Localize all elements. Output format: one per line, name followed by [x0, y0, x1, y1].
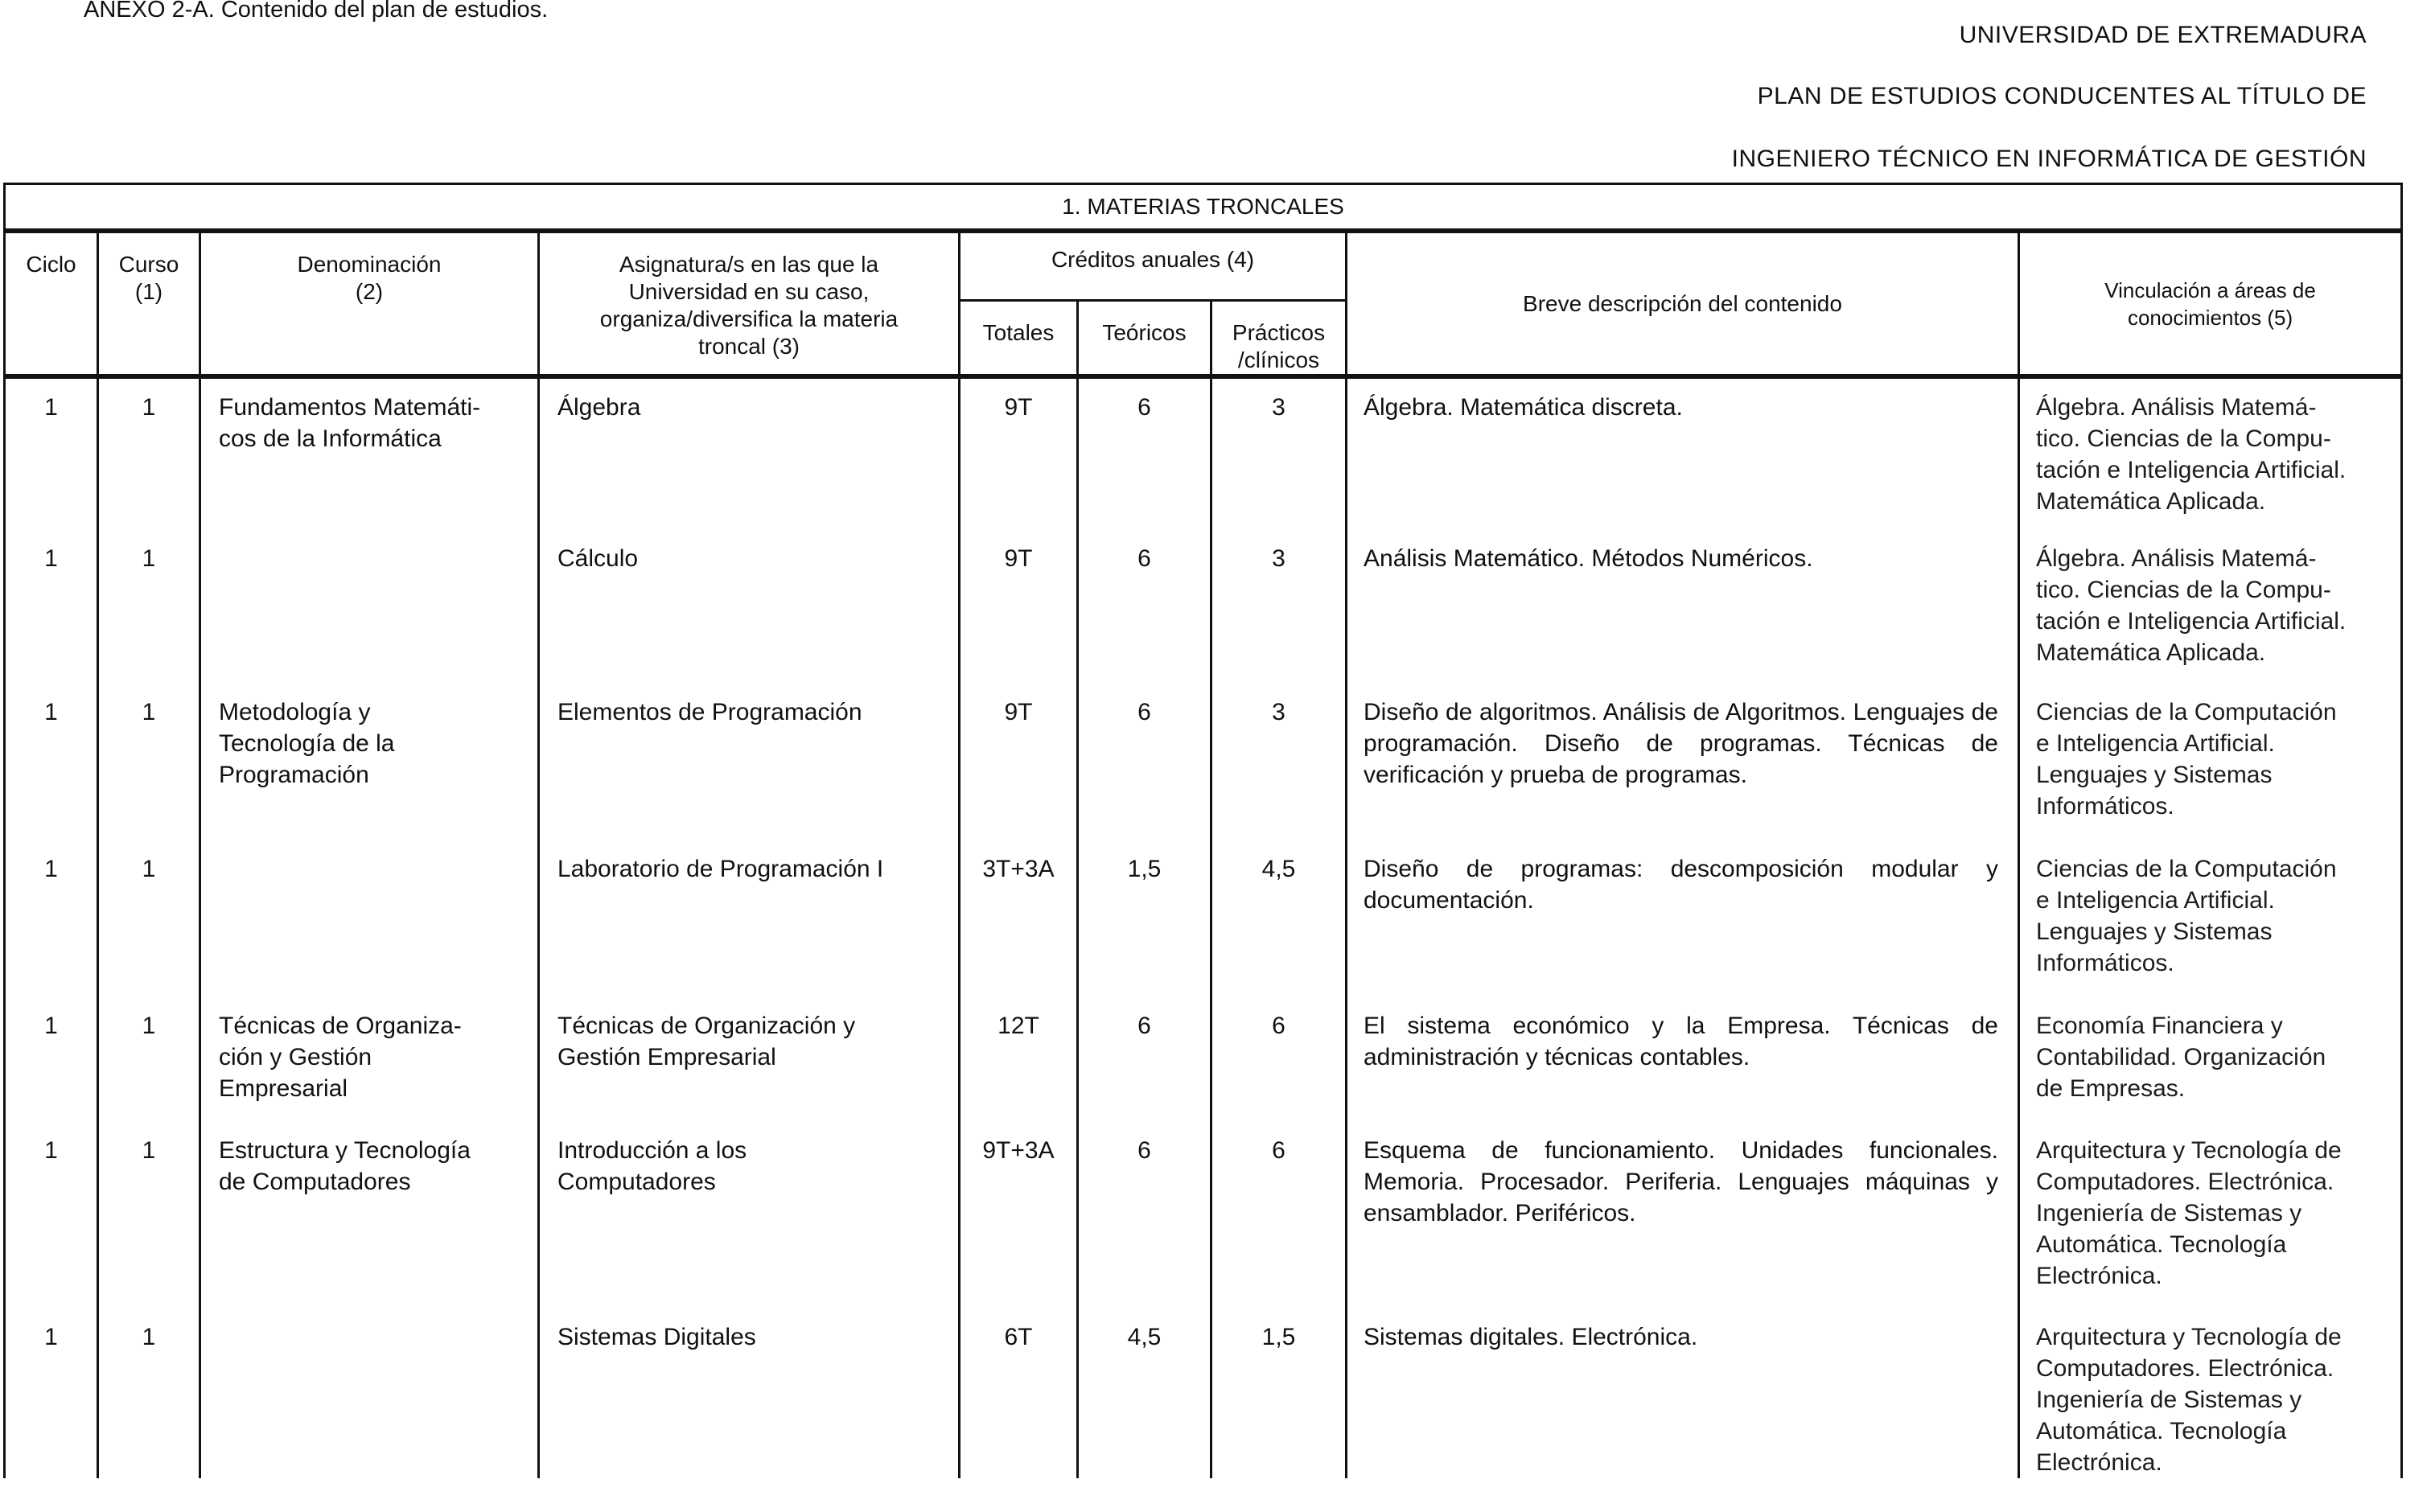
cell-totales: 9T+3A — [960, 1122, 1078, 1309]
cell-totales: 9T — [960, 376, 1078, 530]
column-header-practicos: Prácticos /clínicos — [1211, 301, 1347, 377]
cell-denominacion: Fundamentos Matemáti- cos de la Informática — [200, 376, 539, 530]
cell-curso: 1 — [98, 840, 200, 997]
cell-totales: 3T+3A — [960, 840, 1078, 997]
cell-asignatura: Laboratorio de Programación I — [539, 840, 960, 997]
university-name: UNIVERSIDAD DE EXTREMADURA — [1959, 22, 2367, 48]
cell-asignatura: Elementos de Programación — [539, 684, 960, 840]
cell-asignatura: Sistemas Digitales — [539, 1309, 960, 1478]
cell-vinculacion: Ciencias de la Computación e Inteligencia Artificial. Lenguajes y Sistemas Informáticos. — [2019, 840, 2402, 997]
cell-denominacion: Técnicas de Organiza- ción y Gestión Empresarial — [200, 997, 539, 1122]
cell-ciclo: 1 — [5, 530, 98, 684]
cell-totales: 12T — [960, 997, 1078, 1122]
cell-descripcion: Análisis Matemático. Métodos Numéricos. — [1347, 530, 2019, 684]
cell-vinculacion: Álgebra. Análisis Matemá- tico. Ciencias de la Compu- tación e Inteligencia Artificial. Matemática Aplicada. — [2019, 530, 2402, 684]
degree-title-line: INGENIERO TÉCNICO EN INFORMÁTICA DE GESTIÓN — [1731, 146, 2367, 172]
cell-practicos: 6 — [1211, 1122, 1347, 1309]
table-row — [5, 997, 2402, 1122]
cell-vinculacion: Arquitectura y Tecnología de Computadores. Electrónica. Ingeniería de Sistemas y Automática. Tecnología Electrónica. — [2019, 1309, 2402, 1478]
cell-practicos: 1,5 — [1211, 1309, 1347, 1478]
cell-asignatura: Cálculo — [539, 530, 960, 684]
cell-curso: 1 — [98, 530, 200, 684]
cell-curso: 1 — [98, 997, 200, 1122]
cell-teoricos: 1,5 — [1078, 840, 1211, 997]
cell-ciclo: 1 — [5, 1122, 98, 1309]
cell-ciclo: 1 — [5, 840, 98, 997]
cell-curso: 1 — [98, 684, 200, 840]
cell-teoricos: 6 — [1078, 1122, 1211, 1309]
cell-curso: 1 — [98, 376, 200, 530]
cell-totales: 9T — [960, 684, 1078, 840]
cell-totales: 9T — [960, 530, 1078, 684]
section-title: 1. MATERIAS TRONCALES — [5, 184, 2402, 232]
cell-practicos: 3 — [1211, 376, 1347, 530]
cell-ciclo: 1 — [5, 684, 98, 840]
annex-label: ANEXO 2-A. Contenido del plan de estudios. — [84, 0, 549, 23]
cell-practicos: 3 — [1211, 684, 1347, 840]
cell-ciclo: 1 — [5, 376, 98, 530]
column-header-descripcion: Breve descripción del contenido — [1347, 231, 2019, 376]
cell-ciclo: 1 — [5, 997, 98, 1122]
cell-descripcion: Diseño de programas: descomposición modular y documentación. — [1347, 840, 2019, 997]
cell-denominacion — [200, 530, 539, 684]
cell-asignatura: Introducción a los Computadores — [539, 1122, 960, 1309]
cell-curso: 1 — [98, 1309, 200, 1478]
cell-descripcion: Álgebra. Matemática discreta. — [1347, 376, 2019, 530]
cell-teoricos: 4,5 — [1078, 1309, 1211, 1478]
cell-descripcion: El sistema económico y la Empresa. Técnicas de administración y técnicas contables. — [1347, 997, 2019, 1122]
cell-asignatura: Álgebra — [539, 376, 960, 530]
cell-teoricos: 6 — [1078, 376, 1211, 530]
table-row — [5, 1309, 2402, 1478]
column-header-curso: Curso (1) — [98, 231, 200, 376]
column-header-totales: Totales — [960, 301, 1078, 377]
cell-descripcion: Diseño de algoritmos. Análisis de Algoritmos. Lenguajes de programación. Diseño de programas. Técnicas de verificación y prueba de programas. — [1347, 684, 2019, 840]
cell-descripcion: Esquema de funcionamiento. Unidades funcionales. Memoria. Procesador. Periferia. Lenguajes máquinas y ensamblador. Periféricos. — [1347, 1122, 2019, 1309]
table-row — [5, 530, 2402, 684]
cell-vinculacion: Arquitectura y Tecnología de Computadores. Electrónica. Ingeniería de Sistemas y Automática. Tecnología Electrónica. — [2019, 1122, 2402, 1309]
cell-vinculacion: Ciencias de la Computación e Inteligencia Artificial. Lenguajes y Sistemas Informáticos. — [2019, 684, 2402, 840]
cell-denominacion — [200, 1309, 539, 1478]
cell-totales: 6T — [960, 1309, 1078, 1478]
cell-asignatura: Técnicas de Organización y Gestión Empresarial — [539, 997, 960, 1122]
cell-denominacion — [200, 840, 539, 997]
cell-ciclo: 1 — [5, 1309, 98, 1478]
plan-title-line: PLAN DE ESTUDIOS CONDUCENTES AL TÍTULO DE — [1757, 83, 2367, 109]
cell-descripcion: Sistemas digitales. Electrónica. — [1347, 1309, 2019, 1478]
table-row — [5, 840, 2402, 997]
table-row — [5, 684, 2402, 840]
column-header-asignaturas: Asignatura/s en las que la Universidad en su caso, organiza/diversifica la materia troncal (3) — [539, 231, 960, 376]
cell-teoricos: 6 — [1078, 997, 1211, 1122]
cell-denominacion: Estructura y Tecnología de Computadores — [200, 1122, 539, 1309]
cell-denominacion: Metodología y Tecnología de la Programación — [200, 684, 539, 840]
curriculum-table — [3, 183, 2403, 1478]
column-header-ciclo: Ciclo — [5, 231, 98, 376]
column-header-vinculacion: Vinculación a áreas de conocimientos (5) — [2019, 231, 2402, 376]
cell-teoricos: 6 — [1078, 684, 1211, 840]
cell-curso: 1 — [98, 1122, 200, 1309]
cell-teoricos: 6 — [1078, 530, 1211, 684]
column-header-denominacion: Denominación (2) — [200, 231, 539, 376]
cell-vinculacion: Economía Financiera y Contabilidad. Organización de Empresas. — [2019, 997, 2402, 1122]
table-row — [5, 1122, 2402, 1309]
column-header-creditos: Créditos anuales (4) — [960, 231, 1347, 301]
column-header-teoricos: Teóricos — [1078, 301, 1211, 377]
cell-vinculacion: Álgebra. Análisis Matemá- tico. Ciencias de la Compu- tación e Inteligencia Artificial. Matemática Aplicada. — [2019, 376, 2402, 530]
cell-practicos: 4,5 — [1211, 840, 1347, 997]
cell-practicos: 3 — [1211, 530, 1347, 684]
cell-practicos: 6 — [1211, 997, 1347, 1122]
table-row — [5, 376, 2402, 530]
